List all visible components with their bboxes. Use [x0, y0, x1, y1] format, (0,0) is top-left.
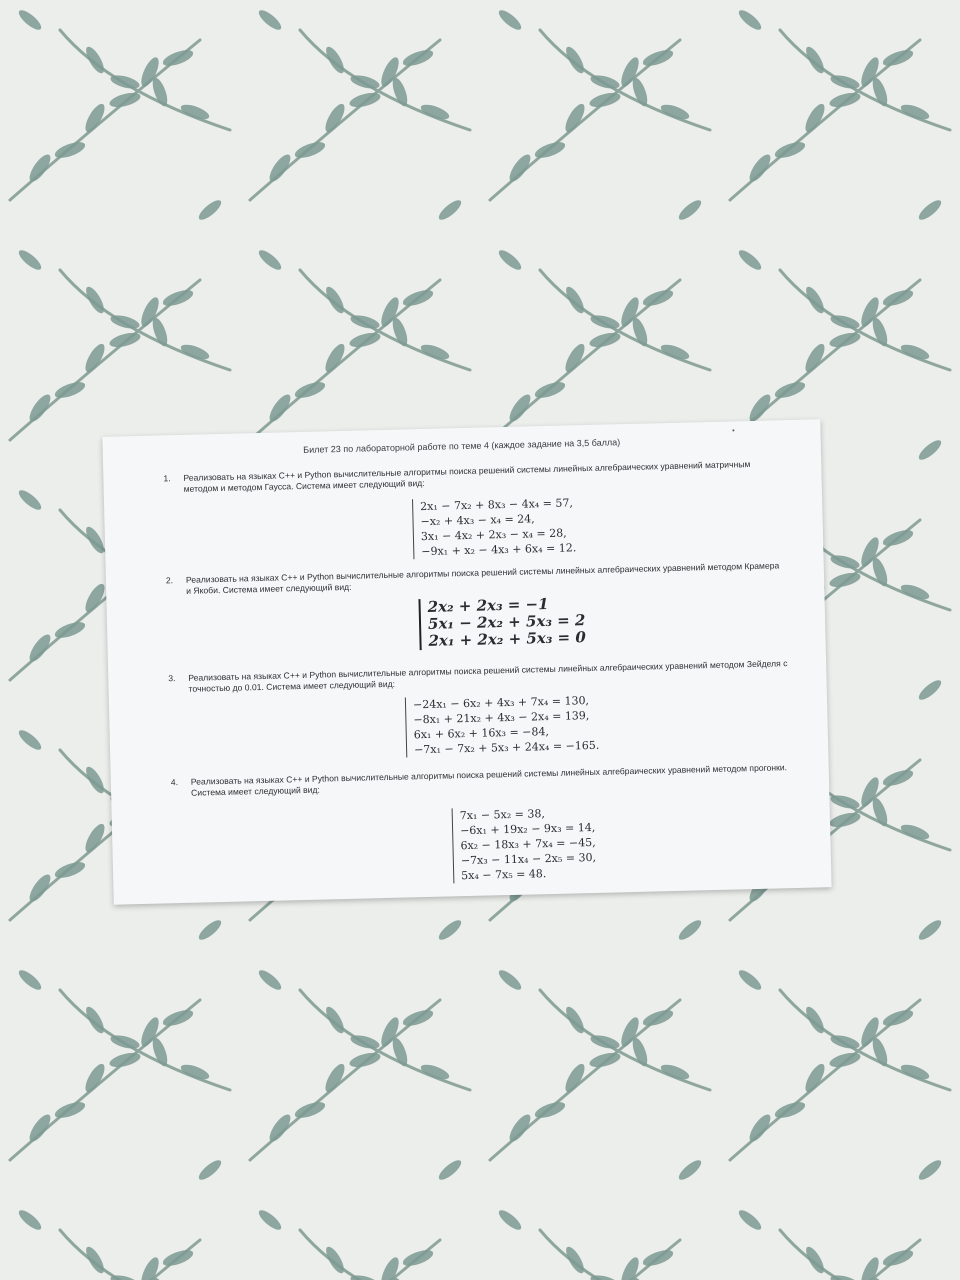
- equation: −x₂ + 4x₃ − x₄ = 24,: [420, 512, 535, 529]
- task-text: Реализовать на языках С++ и Python вычислительные алгоритмы поиска решений системы линейных алгебраических уравнений методом Зейделя с точностью до 0.01. Система имеет следующий вид:: [188, 658, 788, 694]
- equation: 2x₁ + 2x₂ + 5x₃ = 0: [428, 628, 586, 650]
- equation: 6x₁ + 6x₂ + 16x₃ = −84,: [413, 725, 550, 742]
- task-text: Реализовать на языках С++ и Python вычислительные алгоритмы поиска решений системы линейных алгебраических уравнений методом прогонки. Система имеет следующий вид:: [190, 762, 788, 798]
- task-2: [165, 560, 786, 597]
- task-1: [163, 458, 783, 495]
- equation: 7x₁ − 5x₂ = 38,: [459, 807, 546, 823]
- task-3: [168, 658, 788, 695]
- task-4: [170, 762, 791, 799]
- equation: −8x₁ + 21x₂ + 4x₃ − 2x₄ = 139,: [413, 709, 590, 727]
- task-text: Реализовать на языках С++ и Python вычислительные алгоритмы поиска решений системы линейных алгебраических уравнений методом Крамера и Якоби. Система имеет следующий вид:: [185, 560, 780, 596]
- equation: 2x₂ + 2x₃ = −1: [427, 594, 549, 616]
- task-number: 4.: [170, 777, 179, 788]
- equation-system-3: [405, 693, 600, 758]
- equation: −24x₁ − 6x₂ + 4x₃ + 7x₄ = 130,: [412, 694, 590, 712]
- document-title: Билет 23 по лабораторной работе по теме 4 (каждое задание на 3,5 балла): [303, 437, 621, 455]
- equation-system-4: [452, 805, 597, 883]
- equation-system-2: [418, 595, 586, 650]
- equation: 6x₂ − 18x₃ + 7x₄ = −45,: [460, 835, 596, 853]
- equation: −7x₁ − 7x₂ + 5x₃ + 24x₄ = −165.: [413, 738, 600, 757]
- equation: 5x₁ − 2x₂ + 5x₃ = 2: [427, 611, 586, 633]
- equation: 3x₁ − 4x₂ + 2x₃ − x₄ = 28,: [420, 526, 567, 544]
- equation: −9x₁ + x₂ − 4x₃ + 6x₄ = 12.: [421, 541, 577, 559]
- equation: 5x₄ − 7x₅ = 48.: [461, 867, 547, 883]
- task-number: 1.: [163, 473, 171, 484]
- equation: −6x₁ + 19x₂ − 9x₃ = 14,: [459, 820, 596, 838]
- paper-sheet: [102, 419, 831, 904]
- equation: 2x₁ − 7x₂ + 8x₃ − 4x₄ = 57,: [420, 496, 574, 514]
- equation-system-1: [412, 495, 576, 559]
- task-number: 2.: [165, 575, 174, 586]
- task-number: 3.: [168, 673, 176, 684]
- task-text: Реализовать на языках С++ и Python вычислительные алгоритмы поиска решений системы линейных алгебраических уравнений матричным методом и методом Гаусса. Система имеет следующий вид:: [183, 459, 751, 494]
- equation: −7x₃ − 11x₄ − 2x₅ = 30,: [460, 850, 597, 868]
